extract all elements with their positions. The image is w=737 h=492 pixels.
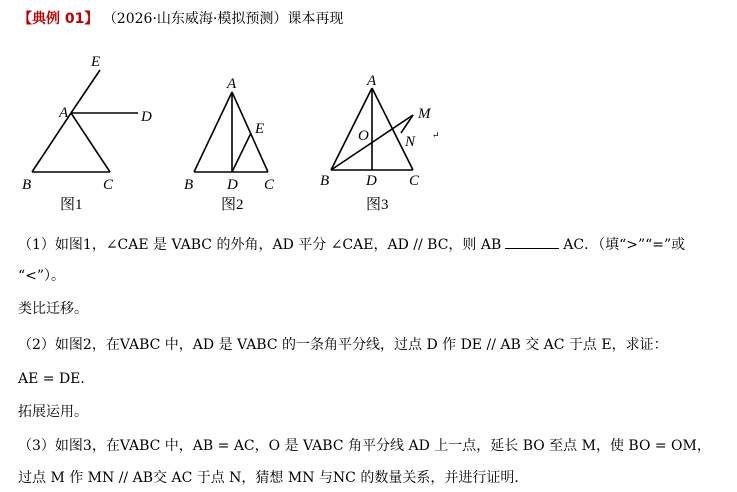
fig1-label-a: A [59, 105, 69, 121]
return-mark: ↵ [432, 130, 440, 140]
figures-panel [0, 30, 737, 255]
fig1-label-e: E [91, 54, 101, 70]
fig3-label-c: C [409, 173, 420, 189]
question-1-text-a: （1）如图1，∠CAE 是 VABC 的外角，AD 平分 ∠CAE，AD // BC，则 AB [18, 237, 502, 253]
fig3-label-o: O [358, 128, 369, 144]
figure-1-triangle [32, 70, 138, 172]
figure-3-triangle [331, 88, 413, 170]
fig1-label-c: C [103, 177, 114, 193]
question-2-line-2: AE = DE． [18, 371, 95, 387]
question-1-line-2 [18, 265, 65, 285]
problem-source: （2026·山东威海·模拟预测）课本再现 [102, 11, 344, 27]
fig2-label-a: A [227, 76, 237, 92]
question-1-text-b: AC．（填“>”“=”或 [563, 237, 686, 253]
fig3-label-d: D [366, 173, 377, 189]
figure-1-caption: 图1 [60, 197, 83, 213]
problem-header [18, 8, 343, 28]
fig3-label-n: N [405, 134, 416, 150]
figure-3-caption: 图3 [366, 197, 389, 213]
section-analogy-heading: 类比迁移。 [18, 301, 88, 317]
fig1-label-d: D [141, 109, 152, 125]
fig3-label-b: B [320, 173, 330, 189]
fig1-label-b: B [22, 177, 32, 193]
answer-blank [505, 236, 559, 249]
question-2-line-1: （2）如图2，在VABC 中，AD 是 VABC 的一条角平分线，过点 D 作 DE // AB 交 AC 于点 E，求证： [18, 337, 668, 353]
question-3-line-2: 过点 M 作 MN // AB交 AC 于点 N，猜想 MN 与NC 的数量关系，并进行证明． [18, 470, 529, 486]
fig2-label-d: D [227, 177, 238, 193]
fig3-label-a: A [367, 73, 377, 89]
question-1-line-1 [18, 234, 685, 254]
example-tag: 【典例 01】 [18, 11, 99, 27]
fig2-label-e: E [255, 121, 265, 137]
fig2-label-c: C [264, 177, 275, 193]
question-3-line-1: （3）如图3，在VABC 中，AB = AC，O 是 VABC 角平分线 AD 上一点，延长 BO 至点 M，使 BO = OM， [18, 438, 711, 454]
fig2-label-b: B [184, 177, 194, 193]
figure-2-caption: 图2 [221, 197, 244, 213]
section-extension-heading: 拓展运用。 [18, 404, 88, 420]
fig3-label-m: M [418, 106, 431, 122]
question-1-text-c: “<”）。 [18, 268, 66, 284]
